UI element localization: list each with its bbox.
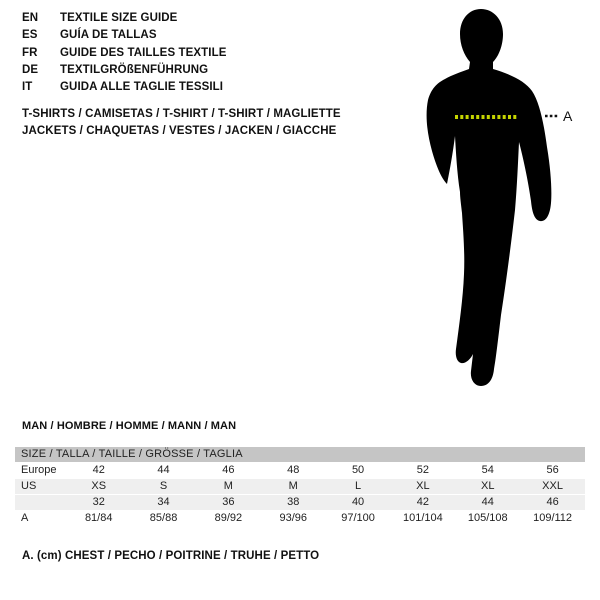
size-table-cell: 89/92 bbox=[214, 512, 243, 524]
size-table-cell: XL bbox=[416, 480, 430, 492]
size-table bbox=[15, 447, 585, 526]
size-table-cell: 56 bbox=[546, 464, 559, 476]
size-table-row bbox=[15, 463, 585, 478]
size-table-cell: 32 bbox=[92, 496, 105, 508]
size-table-row-label: US bbox=[21, 480, 37, 492]
size-table-body bbox=[15, 463, 585, 526]
language-code: IT bbox=[22, 81, 33, 94]
category-line-tshirts: T-SHIRTS / CAMISETAS / T-SHIRT / T-SHIRT / MAGLIETTE bbox=[22, 108, 341, 120]
size-table-cell: 46 bbox=[222, 464, 235, 476]
size-table-header: SIZE / TALLA / TAILLE / GRÖSSE / TAGLIA bbox=[15, 447, 585, 462]
size-table-cell: XL bbox=[481, 480, 495, 492]
language-row bbox=[22, 27, 227, 44]
man-silhouette-svg bbox=[390, 5, 590, 390]
language-code: ES bbox=[22, 29, 38, 42]
size-table-cell: 54 bbox=[481, 464, 494, 476]
size-table-cell: XXL bbox=[542, 480, 563, 492]
language-title: TEXTILE SIZE GUIDE bbox=[60, 12, 178, 24]
language-code: EN bbox=[22, 12, 39, 24]
size-table-cell: 34 bbox=[157, 496, 170, 508]
size-table-cell: 48 bbox=[287, 464, 300, 476]
size-table-cell: 85/88 bbox=[149, 512, 178, 524]
language-title: TEXTILGRÖßENFÜHRUNG bbox=[60, 63, 209, 76]
size-table-cell: L bbox=[355, 480, 362, 492]
size-table-cell: XS bbox=[91, 480, 107, 492]
language-title: GUÍA DE TALLAS bbox=[60, 29, 157, 42]
man-silhouette-shape bbox=[427, 9, 552, 386]
size-table-row-label bbox=[15, 495, 66, 510]
measurement-footnote: A. (cm) CHEST / PECHO / POITRINE / TRUHE / PETTO bbox=[22, 550, 320, 562]
section-title-man: MAN / HOMBRE / HOMME / MANN / MAN bbox=[22, 420, 237, 432]
man-silhouette-figure bbox=[390, 5, 590, 390]
language-code: FR bbox=[22, 46, 38, 59]
language-row bbox=[22, 79, 227, 96]
size-table-cell: 81/84 bbox=[84, 512, 113, 524]
size-table-cell: 42 bbox=[416, 496, 430, 508]
language-row bbox=[22, 62, 227, 79]
category-line-jackets: JACKETS / CHAQUETAS / VESTES / JACKEN / GIACCHE bbox=[22, 125, 337, 137]
size-table-cell: 40 bbox=[351, 496, 365, 508]
measure-label-a: A bbox=[563, 108, 573, 124]
size-table-row-label: A bbox=[21, 512, 29, 524]
size-table-row bbox=[15, 511, 585, 526]
size-table-cell: 36 bbox=[222, 496, 235, 508]
size-table-cell: 52 bbox=[416, 464, 430, 476]
language-code: DE bbox=[22, 63, 39, 76]
language-row bbox=[22, 45, 227, 62]
language-title: GUIDE DES TAILLES TEXTILE bbox=[60, 46, 227, 59]
size-table-cell: 93/96 bbox=[279, 512, 307, 524]
size-table-cell: 109/112 bbox=[533, 512, 573, 524]
language-guide-list bbox=[22, 10, 227, 96]
size-table-cell: 44 bbox=[157, 464, 170, 476]
size-table-cell: 44 bbox=[481, 496, 494, 508]
size-table-cell: M bbox=[288, 480, 298, 492]
garment-categories bbox=[22, 106, 341, 140]
size-table-cell: 38 bbox=[287, 496, 300, 508]
language-row bbox=[22, 10, 227, 27]
size-table-cell: 97/100 bbox=[341, 512, 375, 524]
size-table-cell: 105/108 bbox=[467, 512, 508, 524]
size-table-cell: 42 bbox=[92, 464, 105, 476]
size-table-row bbox=[15, 479, 585, 494]
size-table-cell: M bbox=[223, 480, 233, 492]
size-table-row-label: Europe bbox=[21, 464, 57, 476]
size-table-row bbox=[15, 495, 585, 510]
language-title: GUIDA ALLE TAGLIE TESSILI bbox=[60, 81, 224, 94]
size-table-cell: 101/104 bbox=[403, 512, 443, 524]
size-table-cell: S bbox=[159, 480, 168, 492]
size-table-cell: 46 bbox=[546, 496, 559, 508]
size-table-cell: 50 bbox=[351, 464, 365, 476]
